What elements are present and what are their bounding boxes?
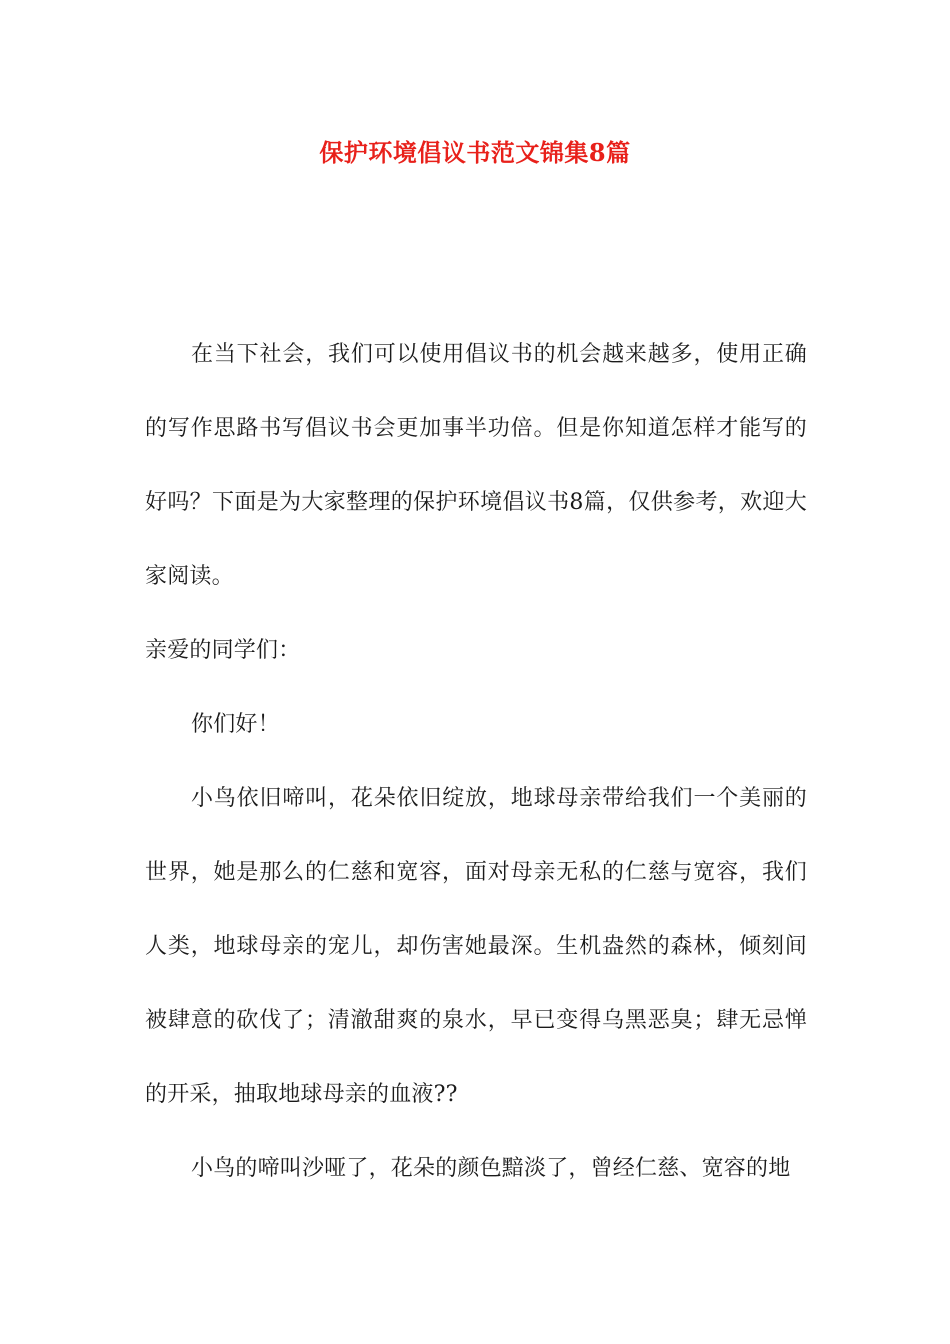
paragraph-body-1: 小鸟依旧啼叫，花朵依旧绽放，地球母亲带给我们一个美丽的世界，她是那么的仁慈和宽容，面对母亲无私的仁慈与宽容，我们人类，地球母亲的宠儿，却伤害她最深。生机盎然的森林，倾刻间被肆意的砍伐了；清澈甜爽的泉水，早已变得乌黑恶臭；肆无忌惮的开采，抽取地球母亲的血液?? [145,786,807,1107]
paragraph-body-2: 小鸟的啼叫沙哑了，花朵的颜色黯淡了，曾经仁慈、宽容的地 [191,1156,791,1181]
paragraph-greeting: 你们好！ [191,712,280,737]
document-title: 保护环境倡议书范文锦集8篇 [319,138,631,167]
document-body [145,318,807,1206]
paragraph-salutation: 亲爱的同学们： [145,638,301,663]
paragraph-intro: 在当下社会，我们可以使用倡议书的机会越来越多，使用正确的写作思路书写倡议书会更加事半功倍。但是你知道怎样才能写的好吗？下面是为大家整理的保护环境倡议书8篇，仅供参考，欢迎大家阅读。 [145,342,807,589]
